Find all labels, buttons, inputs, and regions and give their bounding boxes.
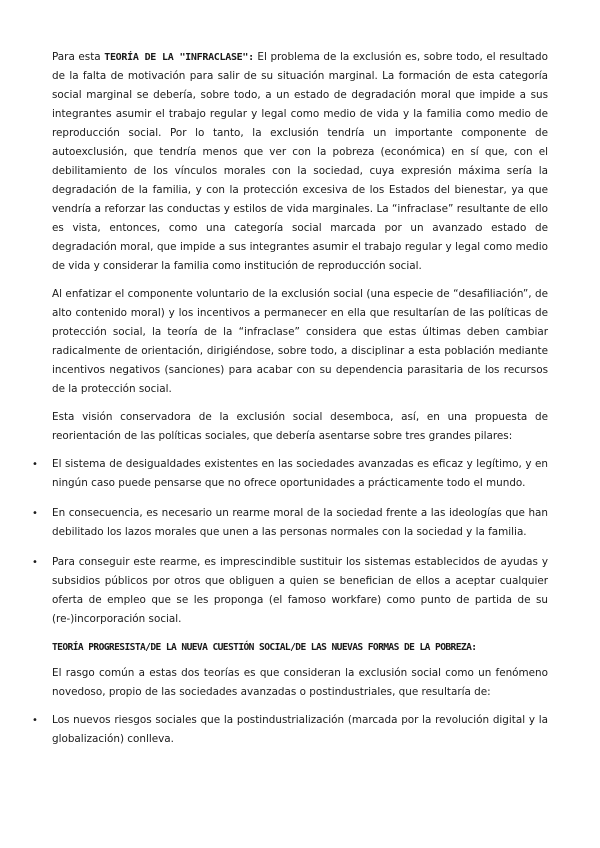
bullet-icon: • — [32, 508, 38, 519]
paragraph-vision-conservadora: Esta visión conservadora de la exclusión social desemboca, así, en una propuesta de reorientación de las políticas sociales, que debería asentarse sobre tres grandes pilares: — [52, 411, 548, 442]
paragraph-infraclase-text: El problema de la exclusión es, sobre todo, el resultado de la falta de motivación para salir de su situación marginal. La formación de esta categoría social marginal se debería, sobre todo, a un estado de degradación moral que impide a sus integrantes asumir el trabajo regular y legal como medio de vida y la familia como medio de reproducción social. Por lo tanto, la exclusión tendría un importante componente de autoexclusión, que tendría menos que ver con la pobreza (económica) en sí que, con el debilitamiento de los vínculos morales con la sociedad, cuya expresión máxima sería la degradación de la familia, y con la protección excesiva de los Estados del bienestar, ya que vendría a reforzar las conductas y estilos de vida marginales. La “infraclase” resultante de ello es vista, entonces, como una categoría social marcada por un avanzado estado de degradación moral, que impide a sus integrantes asumir el trabajo regular y legal como medio de vida y considerar la familia como institución de reproducción social. — [52, 51, 548, 272]
paragraph-lead: Para esta — [52, 51, 105, 63]
bullet-icon: • — [32, 715, 38, 726]
paragraph-infraclase — [52, 48, 548, 276]
bullet-icon: • — [32, 557, 38, 568]
list-item: • En consecuencia, es necesario un rearme moral de la sociedad frente a las ideologías que han debilitado los lazos morales que unen a las personas normales con la sociedad y la familia. — [52, 504, 548, 542]
paragraph-rasgo-comun: El rasgo común a estas dos teorías es que consideran la exclusión social como un fenómeno novedoso, propio de las sociedades avanzadas o postindustriales, que resultaría de: — [52, 667, 548, 698]
section-heading-teoria-progresista: TEORÍA PROGRESISTA/DE LA NUEVA CUESTIÓN SOCIAL/DE LAS NUEVAS FORMAS DE LA POBREZA: — [52, 642, 477, 653]
list-item: • El sistema de desigualdades existentes en las sociedades avanzadas es eficaz y legítimo, y en ningún caso puede pensarse que no ofrece oportunidades a prácticamente todo el mundo. — [52, 455, 548, 493]
paragraph-enfasis: Al enfatizar el componente voluntario de la exclusión social (una especie de “desafiliación”, de alto contenido moral) y los incentivos a permanecer en ella que resultarían de las políticas de protección social, la teoría de la “infraclase” considera que estas últimas deben cambiar radicalmente de orientación, dirigiéndose, sobre todo, a disciplinar a esta población mediante incentivos negativos (sanciones) para acabar con su dependencia parasitaria de los recursos de la protección social. — [52, 288, 548, 395]
pillars-list — [32, 455, 548, 629]
list-item: • Para conseguir este rearme, es imprescindible sustituir los sistemas establecidos de ayudas y subsidios públicos por otros que obliguen a quien se benefician de ellos a aceptar cualquier oferta de empleo que se les proponga (el famoso workfare) como punto de partida de su (re-)incorporación social. — [52, 553, 548, 629]
risks-list — [32, 711, 548, 749]
bullet-icon: • — [32, 459, 38, 470]
term-teoria-infraclase: TEORÍA DE LA "INFRACLASE": — [104, 52, 254, 63]
list-item: • Los nuevos riesgos sociales que la postindustrialización (marcada por la revolución digital y la globalización) conlleva. — [52, 711, 548, 749]
